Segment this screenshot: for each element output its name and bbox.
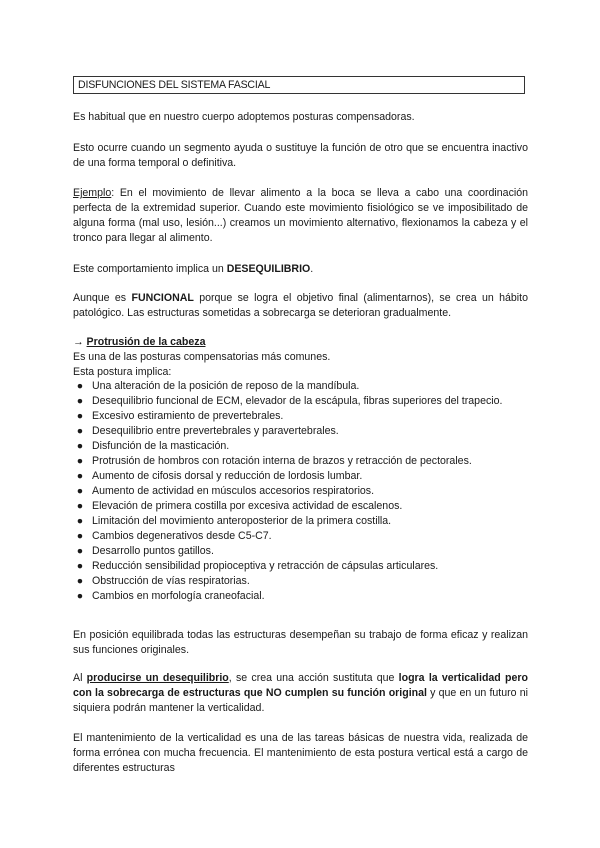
text-run: , se crea una acción sustituta que [228,672,399,684]
list-item-text: Obstrucción de vías respiratorias. [92,575,250,587]
paragraph-desequilibrio-effect [73,671,528,716]
list-item [73,454,528,469]
list-item-text: Limitación del movimiento anteroposterior de la primera costilla. [92,515,392,527]
text-run: Al [73,672,87,684]
section-line-2: Esta postura implica: [73,366,172,378]
text-run: Aunque es [73,292,132,304]
list-item [73,424,528,439]
list-item [73,529,528,544]
list-item-text: Desarrollo puntos gatillos. [92,545,214,557]
list-item-text: Desequilibrio funcional de ECM, elevador de la escápula, fibras superiores del trapecio. [92,395,503,407]
list-item [73,514,528,529]
keyword-funcional: FUNCIONAL [131,292,194,304]
list-item-text: Desequilibrio entre prevertebrales y paravertebrales. [92,425,339,437]
text-run: y que en un futuro ni siquiera podrán mantener la verticalidad. [73,687,528,714]
bullet-icon: ● [76,515,84,527]
list-item-text: Elevación de primera costilla por excesiva actividad de escalenos. [92,500,403,512]
bullet-icon: ● [76,425,84,437]
keyword-verticalidad: logra la verticalidad pero con la sobrecarga de estructuras que NO cumplen su función original [73,672,528,699]
paragraph-equilibrada: En posición equilibrada todas las estructuras desempeñan su trabajo de forma eficaz y realizan sus funciones originales. [73,629,528,656]
list-item [73,379,528,394]
list-item [73,439,528,454]
list-item [73,589,528,604]
list-item-text: Cambios en morfología craneofacial. [92,590,265,602]
text-run: porque se logra el objetivo final (alimentarnos), se crea un hábito patológico. Las estructuras sometidas a sobrecarga se deterioran gradualmente. [73,292,528,319]
list-item [73,544,528,559]
bullet-icon: ● [76,380,84,392]
list-item-text: Cambios degenerativos desde C5-C7. [92,530,272,542]
bullet-icon: ● [76,470,84,482]
bullet-icon: ● [76,530,84,542]
bullet-icon: ● [76,455,84,467]
keyword-producirse: producirse un desequilibrio [86,672,229,684]
list-item [73,559,528,574]
bullet-icon: ● [76,545,84,557]
paragraph-mantenimiento: El mantenimiento de la verticalidad es una de las tareas básicas de nuestra vida, realizada de forma errónea con mucha frecuencia. El mantenimiento de esta postura vertical está a cargo de diferentes estructuras [73,732,528,774]
list-item [73,394,528,409]
bullet-icon: ● [76,410,84,422]
example-text: : En el movimiento de llevar alimento a la boca se lleva a cabo una coordinación perfecta de la extremidad superior. Cuando este movimiento fisiológico se ve imposibilitado de alguna forma (mal uso, lesión...) creamos un movimiento alternativo, flexionamos la cabeza y el tronco para llegar al alimento. [73,187,528,244]
example-label: Ejemplo [73,187,112,199]
list-item-text: Aumento de cifosis dorsal y reducción de lordosis lumbar. [92,470,363,482]
section-heading [73,335,528,350]
bullet-icon: ● [76,395,84,407]
list-item-text: Aumento de actividad en músculos accesorios respiratorios. [92,485,375,497]
bullet-icon: ● [76,560,84,572]
bullet-icon: ● [76,440,84,452]
list-item-text: Una alteración de la posición de reposo de la mandíbula. [92,380,360,392]
paragraph-funcional [73,291,528,321]
bullet-icon: ● [76,575,84,587]
list-item-text: Excesivo estiramiento de prevertebrales. [92,410,284,422]
paragraph-desequilibrio [73,262,528,277]
keyword-desequilibrio: DESEQUILIBRIO [226,263,311,275]
bullet-list [73,379,528,604]
list-item [73,409,528,424]
bullet-icon: ● [76,485,84,497]
list-item [73,574,528,589]
document-title: DISFUNCIONES DEL SISTEMA FASCIAL [73,76,525,94]
text-run: Este comportamiento implica un [73,263,227,275]
list-item-text: Reducción sensibilidad propioceptiva y retracción de cápsulas articulares. [92,560,439,572]
bullet-icon: ● [76,590,84,602]
paragraph-intro: Es habitual que en nuestro cuerpo adoptemos posturas compensadoras. [73,111,415,123]
list-item [73,499,528,514]
bullet-icon: ● [76,500,84,512]
list-item [73,469,528,484]
list-item-text: Protrusión de hombros con rotación interna de brazos y retracción de pectorales. [92,455,472,467]
list-item-text: Disfunción de la masticación. [92,440,230,452]
paragraph-example [73,186,528,246]
paragraph-segment: Esto ocurre cuando un segmento ayuda o sustituye la función de otro que se encuentra inactivo de una forma temporal o definitiva. [73,142,528,169]
arrow-icon: → [73,336,87,348]
section-title: Protrusión de la cabeza [86,336,206,348]
list-item [73,484,528,499]
section-line-1: Es una de las posturas compensatorias más comunes. [73,351,331,363]
text-run: . [310,263,314,275]
